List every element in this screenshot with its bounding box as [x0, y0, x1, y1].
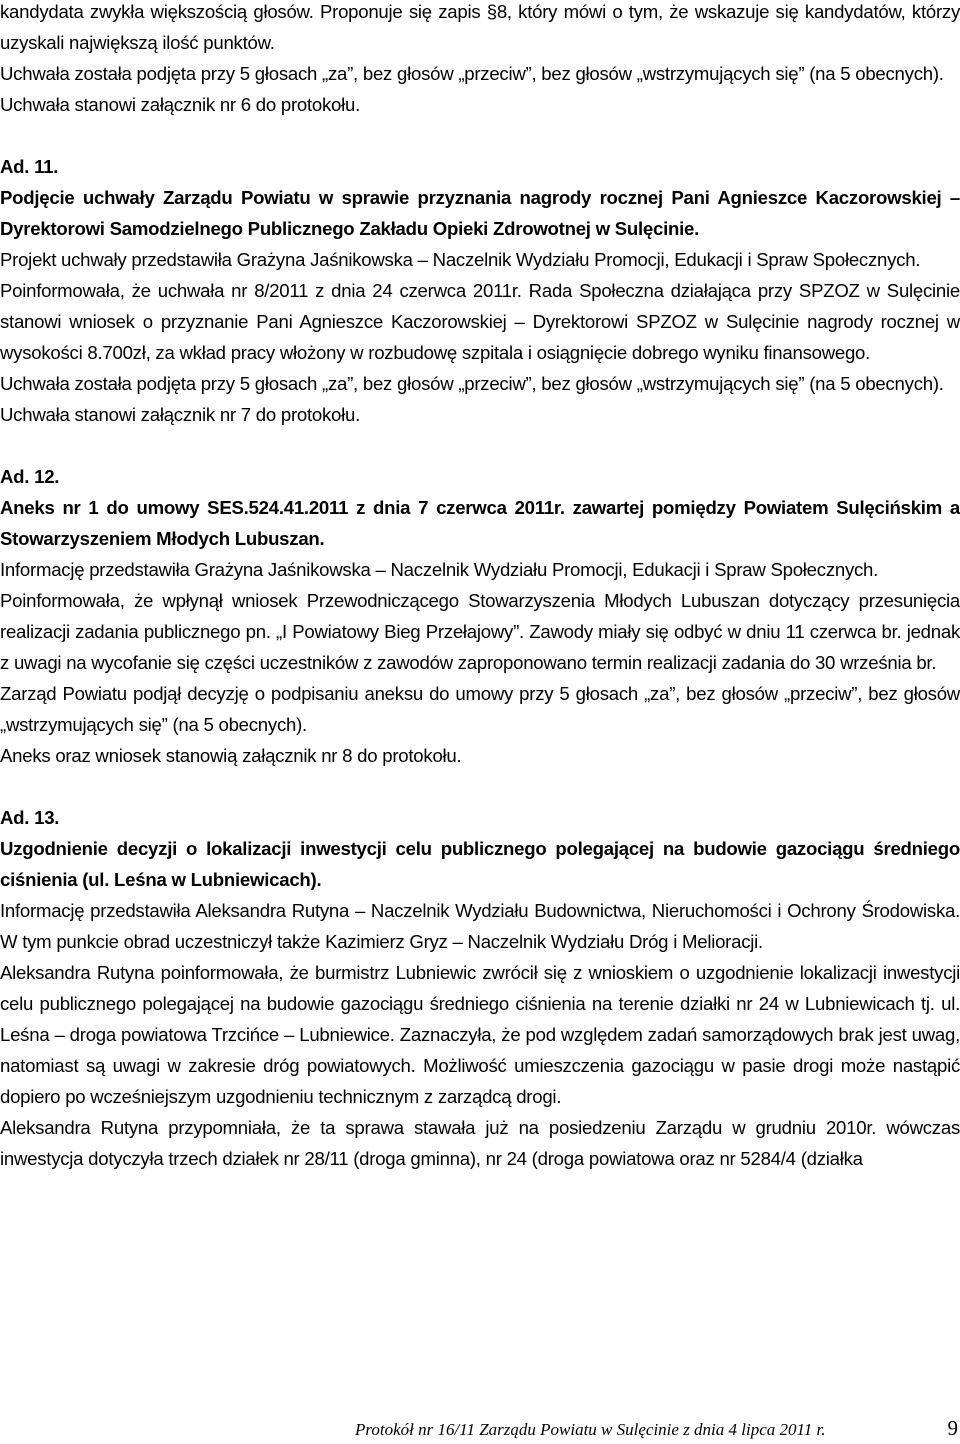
section-heading: Uzgodnienie decyzji o lokalizacji inwestycji celu publicznego polegającej na budowie gazociągu średniego ciśnienia (ul. Leśna w Lubniewicach).	[0, 838, 960, 890]
paragraph: Informację przedstawiła Grażyna Jaśnikowska – Naczelnik Wydziału Promocji, Edukacji i Spraw Społecznych.	[0, 559, 879, 580]
section-heading: Ad. 13.	[0, 807, 60, 828]
paragraph-spacer	[0, 120, 960, 151]
paragraph: Poinformowała, że wpłynął wniosek Przewodniczącego Stowarzyszenia Młodych Lubuszan dotyczący przesunięcia realizacji zadania publicznego pn. „I Powiatowy Bieg Przełajowy”. Zawody miały się odbyć w dniu 11 czerwca br. jednak z uwagi na wycofanie się części uczestników z zawodów zaproponowano termin realizacji zadania do 30 września br.	[0, 590, 960, 673]
section-heading: Ad. 11.	[0, 156, 59, 177]
paragraph: Aleksandra Rutyna przypomniała, że ta sprawa stawała już na posiedzeniu Zarządu w grudniu 2010r. wówczas inwestycja dotyczyła trzech działek nr 28/11 (droga gminna), nr 24 (droga powiatowa oraz nr 5284/4 (działka	[0, 1117, 960, 1169]
section-heading: Podjęcie uchwały Zarządu Powiatu w sprawie przyznania nagrody rocznej Pani Agnieszce Kaczorowskiej – Dyrektorowi Samodzielnego Publicznego Zakładu Opieki Zdrowotnej w Sulęcinie.	[0, 187, 960, 239]
paragraph: Poinformowała, że uchwała nr 8/2011 z dnia 24 czerwca 2011r. Rada Społeczna działająca przy SPZOZ w Sulęcinie stanowi wniosek o przyznanie Pani Agnieszce Kaczorowskiej – Dyrektorowi SPZOZ w Sulęcinie nagrody rocznej w wysokości 8.700zł, za wkład pracy włożony w rozbudowę szpitala i osiągnięcie dobrego wyniku finansowego.	[0, 280, 960, 363]
paragraph: Uchwała stanowi załącznik nr 6 do protokołu.	[0, 94, 361, 115]
paragraph: Projekt uchwały przedstawiła Grażyna Jaśnikowska – Naczelnik Wydziału Promocji, Edukacji i Spraw Społecznych.	[0, 249, 921, 270]
paragraph: Uchwała została podjęta przy 5 głosach „za”, bez głosów „przeciw”, bez głosów „wstrzymujących się” (na 5 obecnych).	[0, 373, 944, 394]
section-heading: Aneks nr 1 do umowy SES.524.41.2011 z dnia 7 czerwca 2011r. zawartej pomiędzy Powiatem Sulęcińskim a Stowarzyszeniem Młodych Lubuszan.	[0, 497, 960, 549]
footer-text: Protokół nr 16/11 Zarządu Powiatu w Sulęcinie z dnia 4 lipca 2011 r.	[355, 1420, 826, 1439]
page-footer	[0, 1414, 960, 1444]
paragraph: Aleksandra Rutyna poinformowała, że burmistrz Lubniewic zwrócił się z wnioskiem o uzgodnienie lokalizacji inwestycji celu publicznego polegającej na budowie gazociągu średniego ciśnienia na terenie działki nr 24 w Lubniewicach tj. ul. Leśna – droga powiatowa Trzcińce – Lubniewice. Zaznaczyła, że pod względem zadań samorządowych brak jest uwag, natomiast są uwagi w zakresie dróg powiatowych. Możliwość umieszczenia gazociągu w pasie drogi może nastąpić dopiero po wcześniejszym uzgodnieniu technicznym z zarządcą drogi.	[0, 962, 960, 1107]
paragraph: kandydata zwykła większością głosów. Proponuje się zapis §8, który mówi o tym, że wskazuje się kandydatów, którzy uzyskali największą ilość punktów.	[0, 1, 960, 53]
paragraph: Informację przedstawiła Aleksandra Rutyna – Naczelnik Wydziału Budownictwa, Nieruchomości i Ochrony Środowiska. W tym punkcie obrad uczestniczył także Kazimierz Gryz – Naczelnik Wydziału Dróg i Melioracji.	[0, 900, 960, 952]
paragraph-spacer	[0, 771, 960, 802]
paragraph: Aneks oraz wniosek stanowią załącznik nr 8 do protokołu.	[0, 745, 462, 766]
page-number: 9	[947, 1416, 958, 1440]
section-heading: Ad. 12.	[0, 466, 60, 487]
paragraph: Uchwała stanowi załącznik nr 7 do protokołu.	[0, 404, 361, 425]
paragraph-spacer	[0, 430, 960, 461]
paragraph: Zarząd Powiatu podjął decyzję o podpisaniu aneksu do umowy przy 5 głosach „za”, bez głosów „przeciw”, bez głosów „wstrzymujących się” (na 5 obecnych).	[0, 683, 960, 735]
paragraph: Uchwała została podjęta przy 5 głosach „za”, bez głosów „przeciw”, bez głosów „wstrzymujących się” (na 5 obecnych).	[0, 63, 944, 84]
